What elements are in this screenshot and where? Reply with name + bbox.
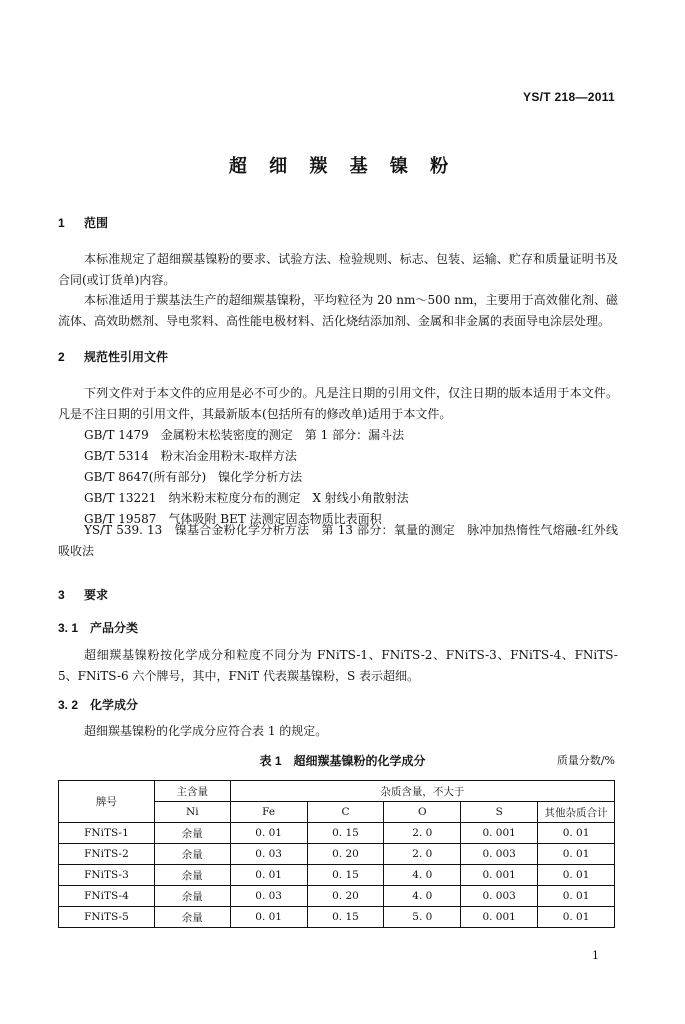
reference-item: GB/T 19587 气体吸附 BET 法测定固态物质比表面积 — [84, 512, 382, 526]
section-1-paragraph-2: 本标准适用于羰基法生产的超细羰基镍粉，平均粒径为 20 nm～500 nm，主要用于高效催化剂、磁流体、高效助燃剂、导电浆料、高性能电极材料、活化烧结添加剂、金属和非金属的表面导电涂层处理。 — [58, 293, 618, 328]
cell-s: 0. 003 — [461, 886, 538, 907]
cell-fe: 0. 01 — [230, 907, 307, 928]
section-title: 范围 — [84, 216, 109, 230]
cell-other: 0. 01 — [538, 823, 615, 844]
section-title: 规范性引用文件 — [84, 350, 169, 364]
cell-other: 0. 01 — [538, 844, 615, 865]
section-number: 3. 2 — [58, 698, 79, 712]
standard-code: YS/T 218—2011 — [523, 90, 615, 104]
section-number: 3 — [58, 588, 65, 602]
header-c: C — [307, 802, 384, 823]
section-number: 2 — [58, 350, 65, 364]
cell-ni: 余量 — [154, 823, 230, 844]
cell-ni: 余量 — [154, 886, 230, 907]
table-row — [59, 823, 615, 844]
cell-s: 0. 003 — [461, 844, 538, 865]
reference-item: GB/T 1479 金属粉末松装密度的测定 第 1 部分：漏斗法 — [84, 428, 405, 442]
reference-item: GB/T 5314 粉末冶金用粉末-取样方法 — [84, 449, 297, 463]
table-row — [59, 886, 615, 907]
table-row — [59, 865, 615, 886]
cell-c: 0. 15 — [307, 823, 384, 844]
cell-grade: FNiTS-3 — [59, 865, 155, 886]
cell-grade: FNiTS-2 — [59, 844, 155, 865]
cell-other: 0. 01 — [538, 886, 615, 907]
header-impurity: 杂质含量，不大于 — [230, 781, 614, 802]
section-1-paragraph-1: 本标准规定了超细羰基镍粉的要求、试验方法、检验规则、标志、包装、运输、贮存和质量证明书及合同(或订货单)内容。 — [58, 252, 618, 287]
table-row — [59, 907, 615, 928]
header-main-content: 主含量 — [154, 781, 230, 802]
cell-o: 4. 0 — [384, 865, 461, 886]
section-1-heading — [58, 214, 108, 231]
document-title: 超 细 羰 基 镍 粉 — [228, 156, 457, 177]
reference-item-last: YS/T 539. 13 镍基合金粉化学分析方法 第 13 部分：氧量的测定 脉冲加热惰性气熔融-红外线吸收法 — [58, 523, 618, 558]
cell-c: 0. 20 — [307, 844, 384, 865]
section-title: 要求 — [84, 588, 109, 602]
header-grade: 牌号 — [59, 781, 155, 823]
reference-item: GB/T 8647(所有部分) 镍化学分析方法 — [84, 470, 303, 484]
header-other-impurities: 其他杂质合计 — [538, 802, 615, 823]
header-fe: Fe — [230, 802, 307, 823]
header-ni: Ni — [154, 802, 230, 823]
cell-c: 0. 20 — [307, 886, 384, 907]
table-unit: 质量分数/% — [556, 754, 615, 767]
section-3-heading — [58, 586, 108, 603]
cell-ni: 余量 — [154, 907, 230, 928]
cell-grade: FNiTS-4 — [59, 886, 155, 907]
section-2-heading — [58, 348, 168, 365]
header-s: S — [461, 802, 538, 823]
section-number: 1 — [58, 216, 65, 230]
cell-o: 5. 0 — [384, 907, 461, 928]
cell-o: 2. 0 — [384, 823, 461, 844]
header-o: O — [384, 802, 461, 823]
section-title: 产品分类 — [90, 621, 139, 635]
cell-s: 0. 001 — [461, 865, 538, 886]
cell-o: 4. 0 — [384, 886, 461, 907]
cell-fe: 0. 03 — [230, 886, 307, 907]
section-2-paragraph-1: 下列文件对于本文件的应用是必不可少的。凡是注日期的引用文件，仅注日期的版本适用于本文件。凡是不注日期的引用文件，其最新版本(包括所有的修改单)适用于本文件。 — [58, 386, 618, 421]
section-3-1-paragraph: 超细羰基镍粉按化学成分和粒度不同分为 FNiTS-1、FNiTS-2、FNiTS-3、FNiTS-4、FNiTS-5、FNiTS-6 六个牌号，其中，FNiT 代表羰基镍粉，S 表示超细。 — [58, 648, 618, 683]
table-caption: 表 1 超细羰基镍粉的化学成分 — [259, 754, 426, 768]
cell-ni: 余量 — [154, 865, 230, 886]
chemical-composition-table — [58, 780, 615, 928]
cell-s: 0. 001 — [461, 907, 538, 928]
cell-grade: FNiTS-1 — [59, 823, 155, 844]
cell-fe: 0. 01 — [230, 865, 307, 886]
section-3-1-heading — [58, 619, 138, 636]
cell-other: 0. 01 — [538, 907, 615, 928]
cell-fe: 0. 01 — [230, 823, 307, 844]
cell-c: 0. 15 — [307, 865, 384, 886]
reference-item: GB/T 13221 纳米粉末粒度分布的测定 X 射线小角散射法 — [84, 491, 409, 505]
cell-fe: 0. 03 — [230, 844, 307, 865]
cell-ni: 余量 — [154, 844, 230, 865]
cell-c: 0. 15 — [307, 907, 384, 928]
section-3-2-heading — [58, 696, 138, 713]
cell-grade: FNiTS-5 — [59, 907, 155, 928]
section-3-2-paragraph: 超细羰基镍粉的化学成分应符合表 1 的规定。 — [84, 724, 328, 738]
table-row — [59, 844, 615, 865]
cell-s: 0. 001 — [461, 823, 538, 844]
cell-o: 2. 0 — [384, 844, 461, 865]
section-title: 化学成分 — [90, 698, 139, 712]
cell-other: 0. 01 — [538, 865, 615, 886]
section-number: 3. 1 — [58, 621, 79, 635]
page-number: 1 — [592, 949, 599, 962]
